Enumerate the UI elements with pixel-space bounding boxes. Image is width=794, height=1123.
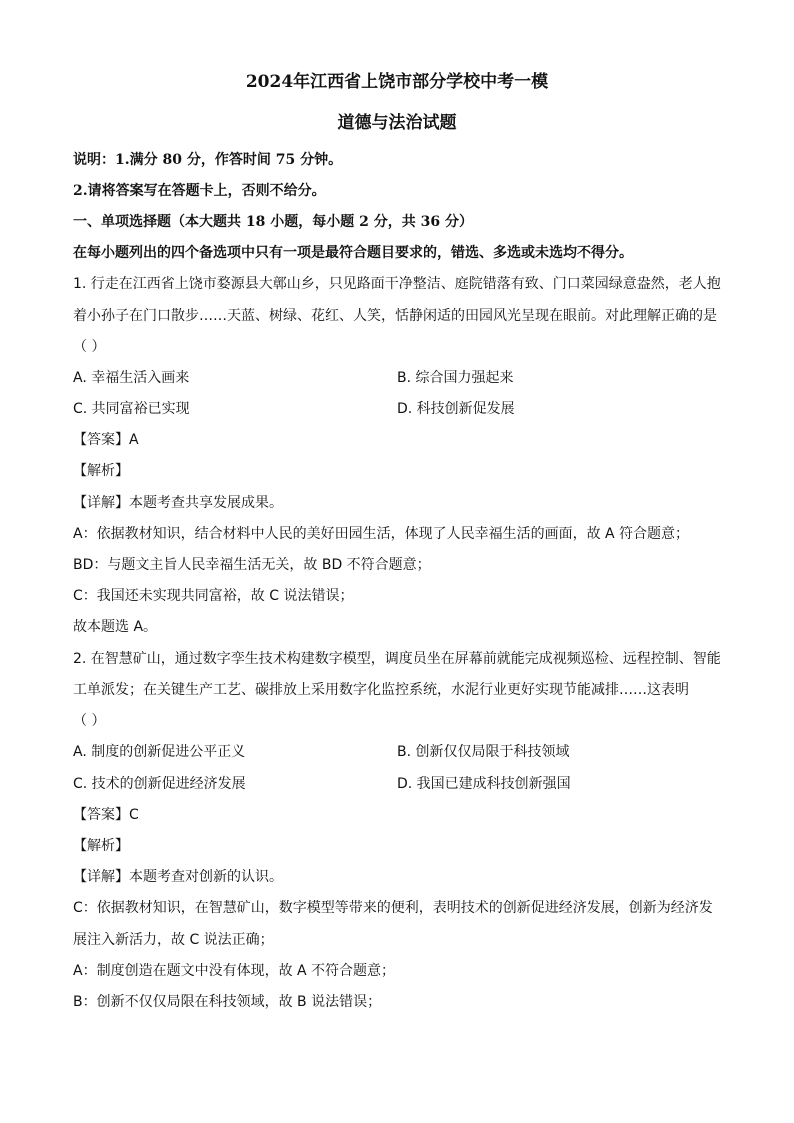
question-2-option-d: D. 我国已建成科技创新强国 bbox=[397, 776, 571, 792]
instruction-line-1: 说明：1.满分 80 分，作答时间 75 分钟。 bbox=[73, 152, 343, 168]
question-2-option-a: A. 制度的创新促进公平正义 bbox=[73, 744, 246, 760]
question-1-option-b: B. 综合国力强起来 bbox=[397, 370, 514, 386]
question-1-option-a: A. 幸福生活入画来 bbox=[73, 370, 190, 386]
document-title: 2024年江西省上饶市部分学校中考一模 bbox=[245, 72, 549, 92]
question-2-explanation-1: C：依据教材知识，在智慧矿山，数字模型等带来的便利，表明技术的创新促进经济发展，创新为经济发 bbox=[73, 900, 713, 916]
question-1-stem-line-1: 1. 行走在江西省上饶市婺源县大鄣山乡，只见路面干净整洁、庭院错落有致、门口菜园绿意盎然，老人抱 bbox=[73, 276, 721, 292]
question-2-bracket: （ ） bbox=[73, 713, 106, 729]
question-1-explanation-1: A：依据教材知识，结合材料中人民的美好田园生活，体现了人民幸福生活的画面，故 A 符合题意； bbox=[73, 526, 690, 542]
question-1-option-d: D. 科技创新促发展 bbox=[397, 401, 515, 417]
question-1-answer: 【答案】A bbox=[73, 432, 139, 448]
question-2-explanation-2: A：制度创造在题文中没有体现，故 A 不符合题意； bbox=[73, 963, 396, 979]
question-2-stem-line-1: 2. 在智慧矿山，通过数字孪生技术构建数字模型，调度员坐在屏幕前就能完成视频巡检、远程控制、智能 bbox=[73, 651, 721, 667]
question-2-stem-line-2: 工单派发；在关键生产工艺、碳排放上采用数字化监控系统，水泥行业更好实现节能减排……这表明 bbox=[73, 682, 689, 698]
question-1-explanation-2: BD：与题文主旨人民幸福生活无关，故 BD 不符合题意； bbox=[73, 557, 431, 573]
question-2-option-c: C. 技术的创新促进经济发展 bbox=[73, 776, 246, 792]
question-1-conclusion: 故本题选 A。 bbox=[73, 619, 158, 635]
question-1-option-c: C. 共同富裕已实现 bbox=[73, 401, 190, 417]
question-2-detail: 【详解】本题考查对创新的认识。 bbox=[73, 869, 283, 885]
section-heading: 一、单项选择题（本大题共 18 小题，每小题 2 分，共 36 分） bbox=[73, 214, 473, 230]
question-1-bracket: （ ） bbox=[73, 339, 106, 355]
document-subtitle: 道德与法治试题 bbox=[337, 113, 457, 133]
question-2-explanation-3: B：创新不仅仅局限在科技领域，故 B 说法错误； bbox=[73, 994, 382, 1010]
question-2-answer: 【答案】C bbox=[73, 807, 139, 823]
question-1-detail: 【详解】本题考查共享发展成果。 bbox=[73, 495, 283, 511]
question-2-option-b: B. 创新仅仅局限于科技领域 bbox=[397, 744, 570, 760]
instruction-line-2: 2.请将答案写在答题卡上，否则不给分。 bbox=[73, 183, 326, 199]
section-directive: 在每小题列出的四个备选项中只有一项是最符合题目要求的，错选、多选或未选均不得分。 bbox=[73, 245, 633, 261]
question-1-explanation-3: C：我国还未实现共同富裕，故 C 说法错误； bbox=[73, 588, 354, 604]
question-1-stem-line-2: 着小孙子在门口散步……天蓝、树绿、花红、人笑，恬静闲适的田园风光呈现在眼前。对此理解正确的是 bbox=[73, 308, 717, 324]
question-1-analysis: 【解析】 bbox=[73, 463, 129, 479]
question-2-analysis: 【解析】 bbox=[73, 838, 129, 854]
question-2-explanation-1-cont: 展注入新活力，故 C 说法正确； bbox=[73, 932, 274, 948]
